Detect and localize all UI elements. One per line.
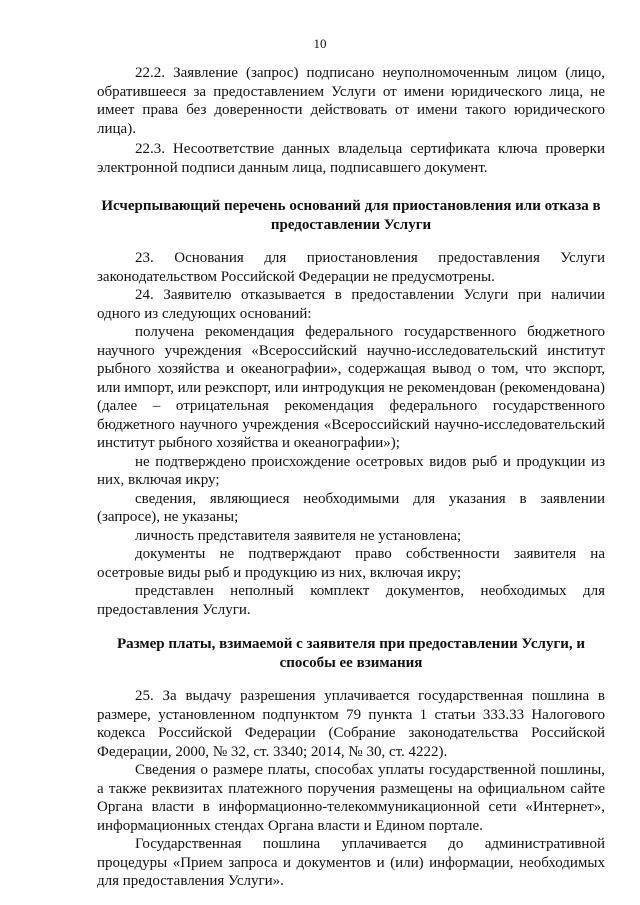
section-heading-fee: Размер платы, взимаемой с заявителя при предоставлении Услуги, и способы ее взимания	[116, 636, 586, 671]
refusal-ground-missing-info: сведения, являющиеся необходимыми для указания в заявлении (запросе), не указаны;	[97, 490, 605, 525]
document-body	[97, 64, 605, 891]
paragraph-22-2: 22.2. Заявление (запрос) подписано неуполномоченным лицом (лицо, обратившееся за предоставлением Услуги от имени юридического лица, не имеет права без доверенности действовать от имени такого юридического лица).	[97, 65, 605, 137]
paragraph-25: 25. За выдачу разрешения уплачивается государственная пошлина в размере, установленном подпунктом 79 пункта 1 статьи 333.33 Налогового кодекса Российской Федерации (Собрание законодательства Российской Федерации, 2000, № 32, ст. 3340; 2014, № 30, ст. 4222).	[97, 688, 605, 760]
refusal-ground-recommendation: получена рекомендация федерального государственного бюджетного научного учреждения «Всероссийский научно-исследовательский институт рыбного хозяйства и океанографии», содержащая вывод о том, что экспорт, или импорт, или реэкспорт, или интродукция не рекомендован (рекомендована) (далее – отрицательная рекомендация федерального государственного бюджетного научного учреждения «Всероссийский научно-исследовательский институт рыбного хозяйства и океанографии»);	[97, 324, 605, 451]
refusal-ground-origin: не подтверждено происхождение осетровых видов рыб и продукции из них, включая икру;	[97, 453, 605, 488]
paragraph-fee-info: Сведения о размере платы, способах уплаты государственной пошлины, а также реквизитах платежного поручения размещены на официальном сайте Органа власти в информационно-телекоммуникационной сети «Интернет», информационных стендах Органа власти и Едином портале.	[97, 762, 605, 834]
section-heading-grounds-for-refusal: Исчерпывающий перечень оснований для приостановления или отказа в предоставлении Услуги	[101, 198, 601, 233]
refusal-ground-identity: личность представителя заявителя не установлена;	[135, 527, 462, 544]
page-number: 10	[313, 36, 327, 51]
refusal-ground-incomplete-docs: представлен неполный комплект документов, необходимых для предоставления Услуги.	[97, 583, 605, 618]
paragraph-22-3: 22.3. Несоответствие данных владельца сертификата ключа проверки электронной подписи данным лица, подписавшего документ.	[97, 141, 605, 176]
paragraph-24: 24. Заявителю отказывается в предоставлении Услуги при наличии одного из следующих оснований:	[97, 287, 605, 322]
paragraph-fee-payment: Государственная пошлина уплачивается до административной процедуры «Прием запроса и документов и (или) информации, необходимых для предоставления Услуги».	[97, 836, 605, 889]
refusal-ground-ownership: документы не подтверждают право собственности заявителя на осетровые виды рыб и продукцию из них, включая икру;	[97, 546, 605, 581]
paragraph-23: 23. Основания для приостановления предоставления Услуги законодательством Российской Федерации не предусмотрены.	[97, 250, 605, 285]
